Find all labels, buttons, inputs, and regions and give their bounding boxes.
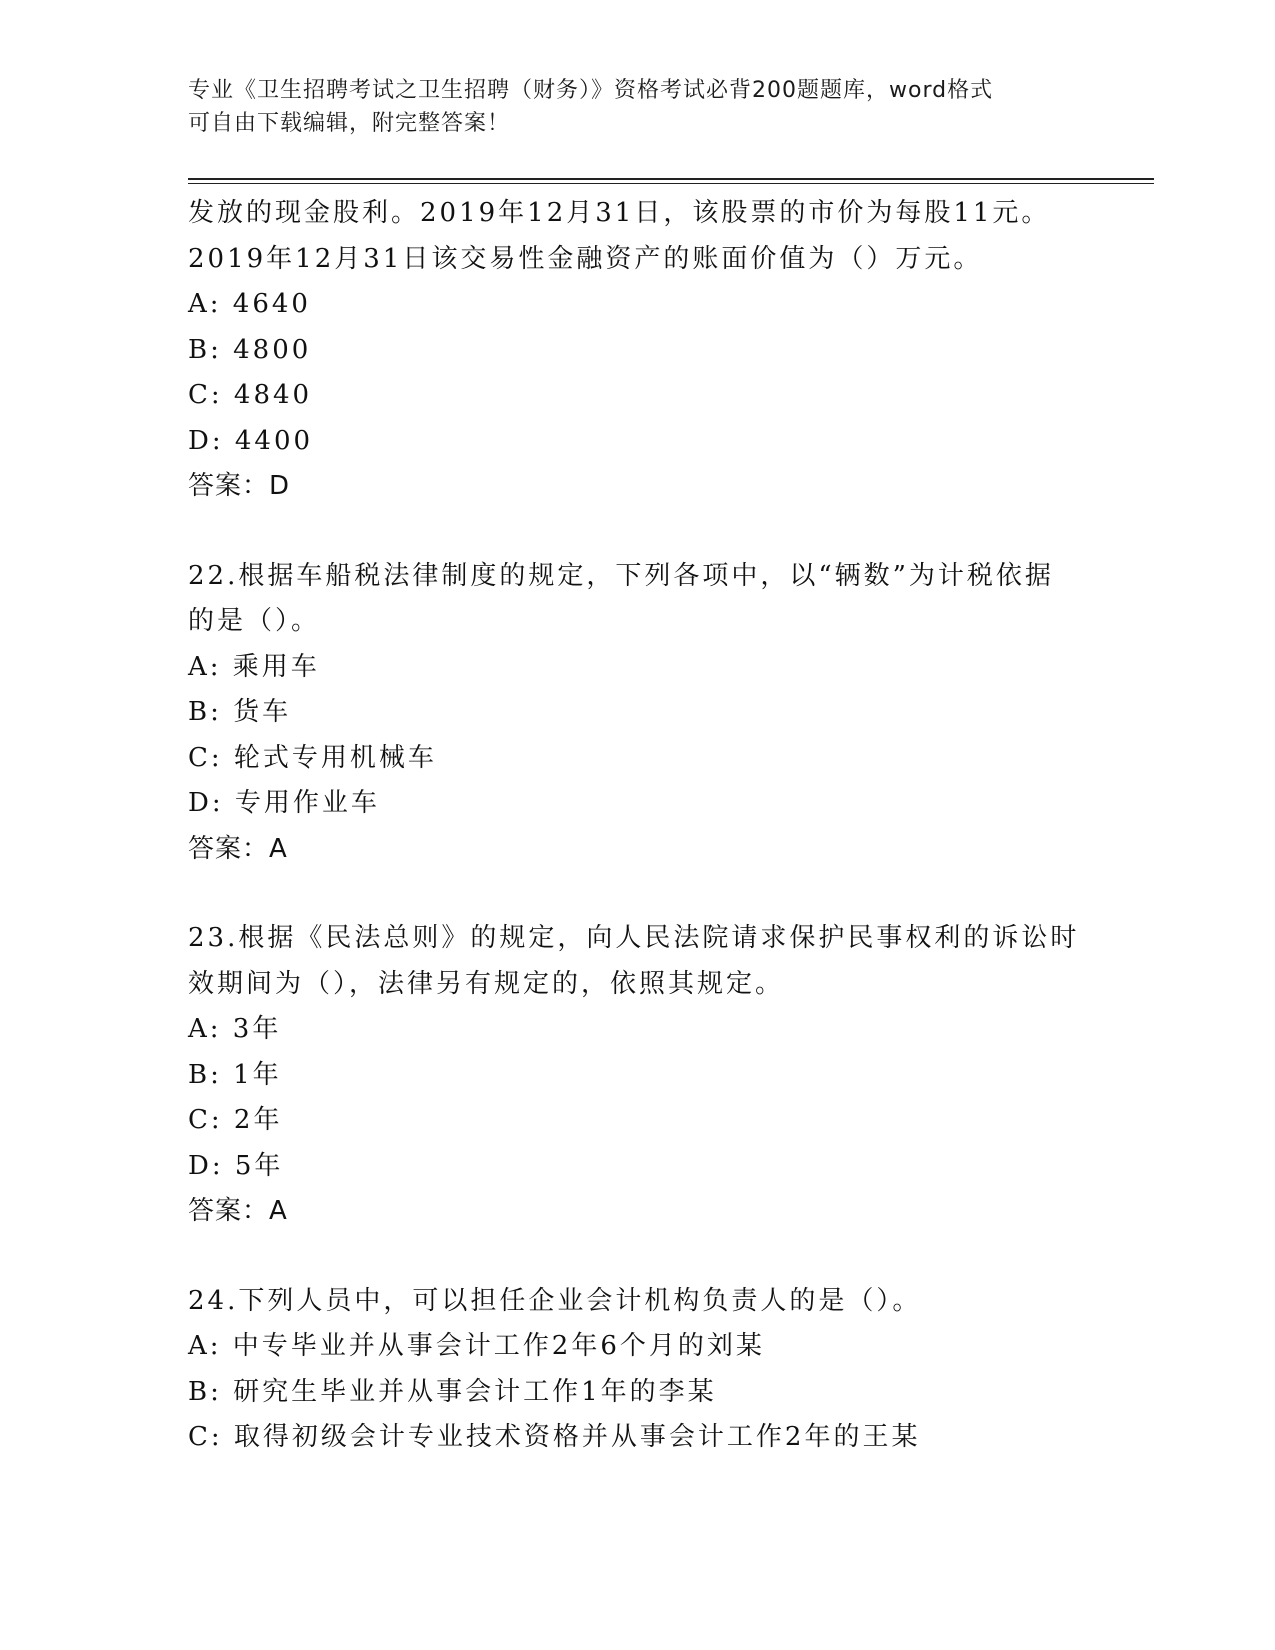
option-b: B: 1年: [188, 1059, 282, 1090]
option-c: C: 轮式专用机械车: [188, 742, 437, 773]
option-d: D: 5年: [188, 1150, 284, 1181]
question-21: [188, 191, 1088, 510]
option-d: D: 4400: [188, 425, 314, 456]
question-text-line: 效期间为（），法律另有规定的，依照其规定。: [188, 968, 785, 999]
header-title-line-2: 可自由下载编辑，附完整答案！: [188, 111, 511, 136]
question-22: [188, 554, 1088, 873]
question-text-line: 发放的现金股利。2019年12月31日，该股票的市价为每股11元。: [188, 198, 1051, 228]
option-c: C: 4840: [188, 380, 313, 410]
option-c: C: 取得初级会计专业技术资格并从事会计工作2年的王某: [188, 1422, 921, 1452]
question-list: [188, 191, 1088, 1461]
option-a: A: 中专毕业并从事会计工作2年6个月的刘某: [188, 1331, 765, 1361]
option-b: B: 4800: [188, 334, 312, 365]
question-spacer: [188, 1235, 1088, 1279]
question-text-line: 的是（）。: [188, 606, 321, 636]
header-divider-thin: [188, 183, 1154, 184]
option-a: A: 3年: [188, 1014, 282, 1044]
question-text-line: 24.下列人员中，可以担任企业会计机构负责人的是（）。: [188, 1285, 922, 1316]
answer-text: 答案：D: [188, 471, 291, 501]
option-a: A: 乘用车: [188, 651, 320, 682]
option-a: A: 4640: [188, 289, 311, 319]
option-d: D: 专用作业车: [188, 788, 380, 818]
answer-text: 答案：A: [188, 833, 288, 864]
option-b: B: 货车: [188, 697, 292, 727]
question-text-line: 23.根据《民法总则》的规定，向人民法院请求保护民事权利的诉讼时: [188, 923, 1080, 953]
question-text-line: 22.根据车船税法律制度的规定，下列各项中，以“辆数”为计税依据: [188, 560, 1054, 591]
header-title-line-1: 专业《卫生招聘考试之卫生招聘（财务）》资格考试必背200题题库，word格式: [188, 78, 994, 103]
answer-text: 答案：A: [188, 1196, 288, 1226]
question-spacer: [188, 872, 1088, 916]
question-23: [188, 916, 1088, 1235]
option-b: B: 研究生毕业并从事会计工作1年的李某: [188, 1376, 717, 1407]
question-text-line: 2019年12月31日该交易性金融资产的账面价值为（）万元。: [188, 243, 983, 274]
question-spacer: [188, 510, 1088, 554]
header-divider-thick: [188, 178, 1154, 180]
option-c: C: 2年: [188, 1105, 283, 1135]
question-24: [188, 1279, 1088, 1461]
page-header: [188, 74, 1088, 140]
